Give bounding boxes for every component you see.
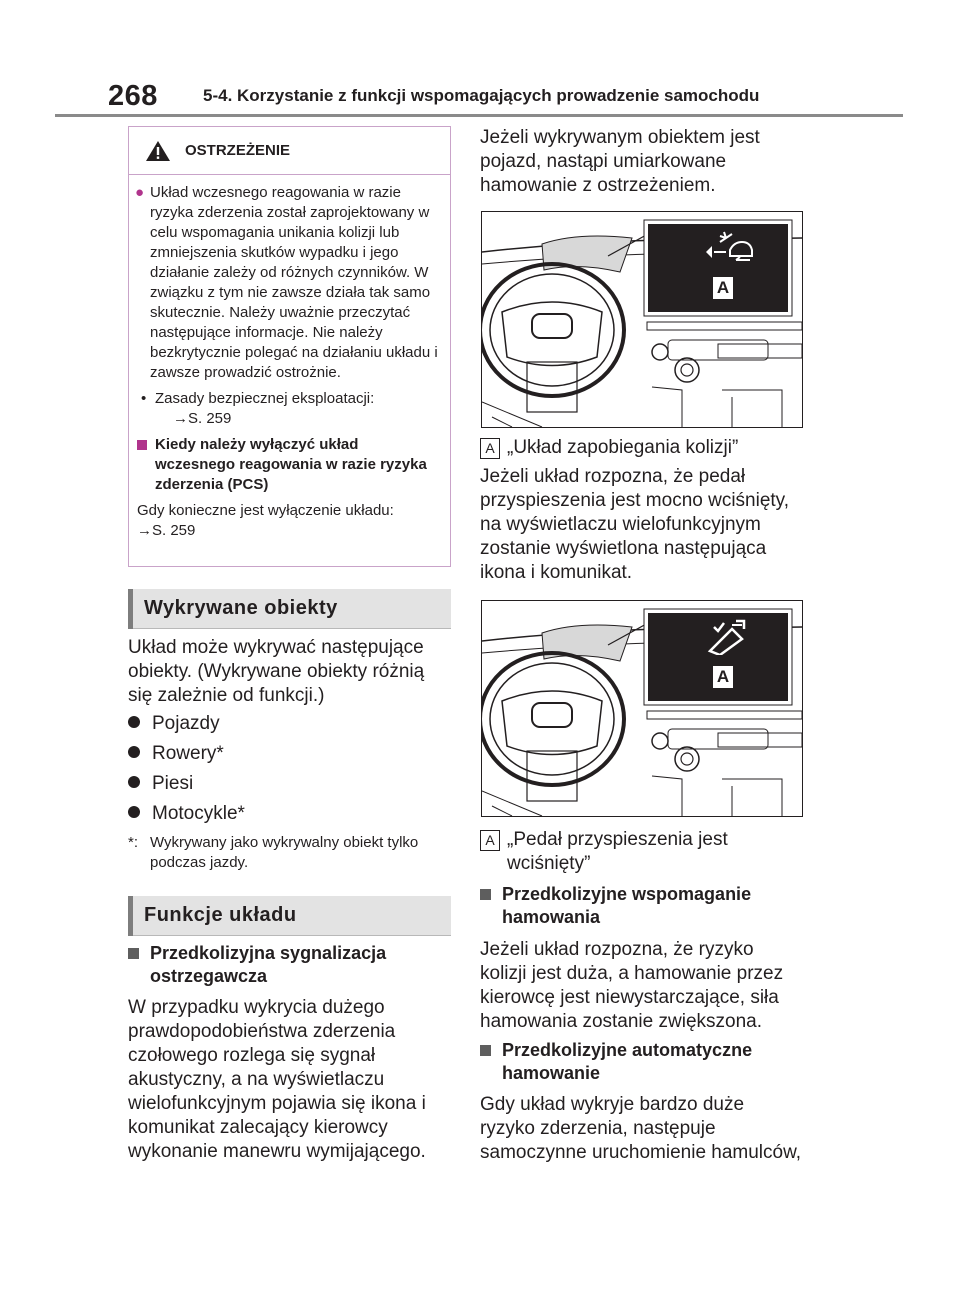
dashboard-illustration: [481, 600, 803, 817]
paragraph: Jeżeli wykrywanym obiektem jest pojazd, nastąpi umiarkowane hamowanie z ostrzeżeniem.: [480, 127, 760, 196]
warning-bold-heading-text: Kiedy należy wyłączyć układ wczesnego reagowania w razie ryzyka zderzenia (PCS): [155, 436, 427, 493]
list-item: Rowery*: [128, 742, 224, 766]
callout-label: A: [712, 665, 734, 689]
dashboard-drawing: [482, 601, 802, 816]
section-title: Wykrywane obiekty: [144, 597, 338, 619]
paragraph: Gdy układ wykryje bardzo duże ryzyko zderzenia, następuje samoczynne uruchomienie hamulców,: [480, 1094, 802, 1163]
bullet-dot-icon: [128, 806, 140, 818]
section-header-bar: [128, 896, 133, 936]
accelerator-pedal-icon: [702, 617, 752, 655]
dashboard-illustration: [481, 211, 803, 428]
collision-warning-icon: [700, 230, 756, 264]
section-header: [128, 896, 451, 936]
subheading-text: Przedkolizyjne wspomaganie hamowania: [502, 884, 752, 927]
chapter-title: 5-4. Korzystanie z funkcji wspomagających prowadzenie samochodu: [203, 86, 760, 105]
list-item: Piesi: [128, 772, 193, 796]
list-item: Pojazdy: [128, 712, 220, 736]
figure-caption-text: „Pedał przyspieszenia jest wciśnięty”: [507, 829, 728, 874]
section-header: [128, 589, 451, 629]
paragraph: Jeżeli układ rozpozna, że pedał przyspieszenia jest mocno wciśnięty, na wyświetlaczu wielofunkcyjnym zostanie wyświetlona następująca ikona i komunikat.: [480, 466, 790, 583]
page-reference: →S. 259: [173, 410, 232, 427]
paragraph: W przypadku wykrycia dużego prawdopodobieństwa zderzenia czołowego rozlega się sygnał akustyczny, a na wyświetlaczu wielofunkcyjnym pojawia się ikona i komunikat zalecający kierowcy wykonanie manewru wymijającego.: [128, 997, 426, 1162]
list-item: Motocykle*: [128, 802, 245, 826]
warning-bold-heading: [137, 435, 442, 495]
square-bullet-icon: [480, 889, 491, 900]
figure-caption-text: „Układ zapobiegania kolizji”: [507, 437, 739, 458]
section-intro: Układ może wykrywać następujące obiekty. (Wykrywane obiekty różnią się zależnie od funkcji.): [128, 637, 425, 706]
square-bullet-icon: [128, 948, 139, 959]
footnote-text: Wykrywany jako wykrywalny obiekt tylko podczas jazdy.: [150, 834, 419, 871]
figure-caption: [480, 436, 803, 460]
page-reference: →S. 259: [137, 522, 196, 539]
footnote-mark: *:: [128, 834, 139, 851]
section-header-bar: [128, 589, 133, 629]
warning-body: [129, 175, 450, 541]
footnote: [128, 833, 451, 873]
subheading: [128, 942, 451, 988]
figure-caption: [480, 828, 803, 876]
callout-label-box: A: [480, 438, 500, 459]
callout-label: A: [712, 276, 734, 300]
callout-label-box: A: [480, 830, 500, 851]
page-number: 268: [108, 80, 158, 112]
bullet-icon: •: [141, 390, 147, 407]
warning-paragraph-text: Układ wczesnego reagowania w razie ryzyka zderzenia został zaprojektowany w celu wspomagania unikania kolizji lub zmniejszenia skutków wypadku i jego działanie zależy od różnych czynników. W związku z tym nie zawsze działa tak samo skutecznie. Należy uważnie przeczytać następujące informacje. Nie należy bezkrytycznie polegać na działaniu układu i zawsze prowadzić ostrożnie.: [150, 184, 438, 381]
subheading-text: Przedkolizyjna sygnalizacja ostrzegawcza: [150, 943, 387, 986]
header-divider: [55, 114, 903, 117]
warning-title: OSTRZEŻENIE: [185, 142, 291, 159]
warning-paragraph-2-text: Gdy konieczne jest wyłączenie układu:: [137, 502, 394, 519]
bullet-dot-icon: [128, 776, 140, 788]
warning-triangle-icon: [145, 140, 171, 162]
warning-paragraph-2: [137, 501, 442, 541]
paragraph: Jeżeli układ rozpozna, że ryzyko kolizji jest duża, a hamowanie przez kierowcę jest niewystarczające, siła hamowania zostanie zwiększona.: [480, 939, 784, 1032]
bullet-dot-icon: [128, 746, 140, 758]
square-bullet-icon: [137, 440, 147, 450]
warning-sub-item: [137, 389, 442, 429]
section-title: Funkcje układu: [144, 904, 297, 926]
square-bullet-icon: [480, 1045, 491, 1056]
bullet-dot-icon: [128, 716, 140, 728]
subheading-text: Przedkolizyjne automatyczne hamowanie: [502, 1040, 753, 1083]
warning-sub-item-text: Zasady bezpiecznej eksploatacji:: [155, 390, 375, 407]
bullet-dot-icon: ●: [135, 184, 145, 201]
subheading: [480, 1039, 803, 1085]
warning-box: [128, 126, 451, 567]
subheading: [480, 883, 803, 929]
warning-header: [129, 127, 450, 175]
warning-paragraph: [137, 183, 442, 383]
